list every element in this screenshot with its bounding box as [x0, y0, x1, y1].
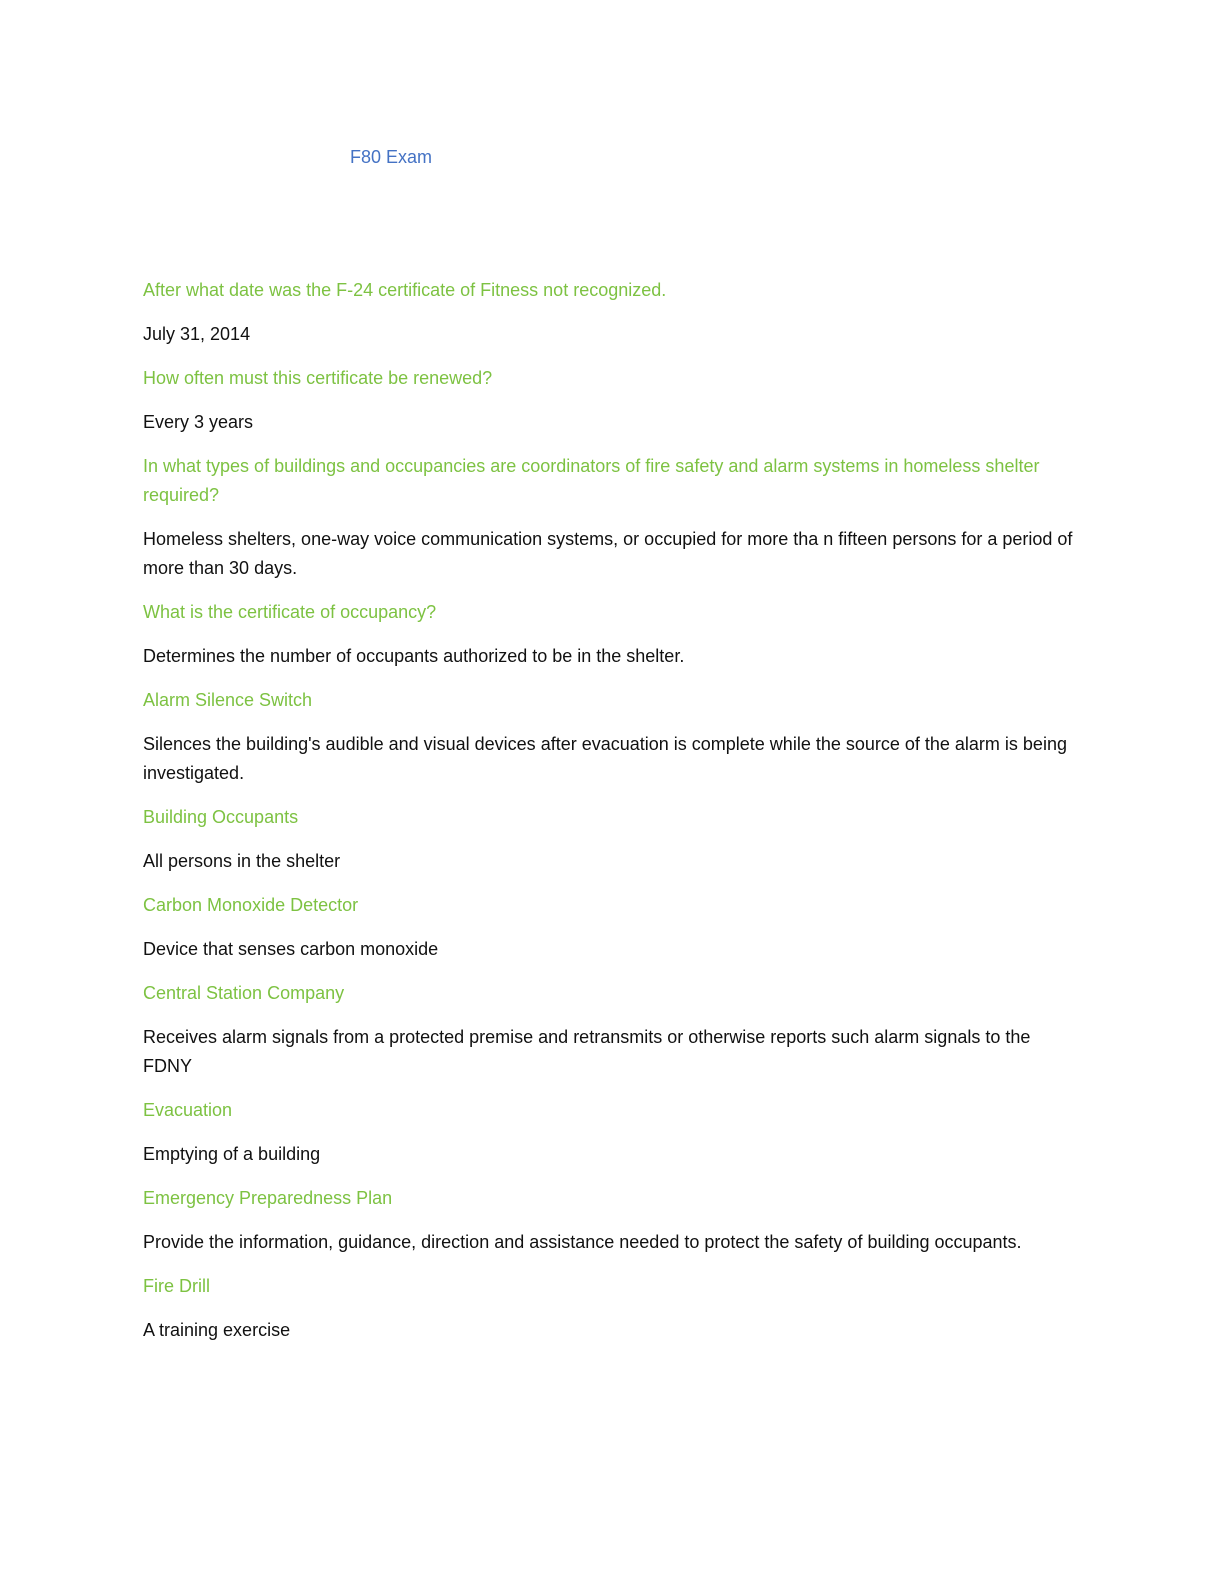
- answer-5: Silences the building's audible and visual devices after evacuation is complete while the source of the alarm is being investigated.: [143, 734, 1067, 783]
- question-2: How often must this certificate be renewed?: [143, 368, 493, 388]
- question-7: Carbon Monoxide Detector: [143, 895, 359, 915]
- question-10: Emergency Preparedness Plan: [143, 1188, 393, 1208]
- question-4: What is the certificate of occupancy?: [143, 602, 437, 622]
- question-8: Central Station Company: [143, 983, 345, 1003]
- answer-2: Every 3 years: [143, 412, 254, 432]
- answer-6: All persons in the shelter: [143, 851, 341, 871]
- answer-3: Homeless shelters, one-way voice communication systems, or occupied for more tha n fifteen persons for a period of more than 30 days.: [143, 529, 1073, 578]
- answer-8: Receives alarm signals from a protected premise and retransmits or otherwise reports such alarm signals to the FDNY: [143, 1027, 1031, 1076]
- question-9: Evacuation: [143, 1100, 233, 1120]
- answer-11: A training exercise: [143, 1320, 291, 1340]
- answer-1: July 31, 2014: [143, 324, 251, 344]
- answer-9: Emptying of a building: [143, 1144, 321, 1164]
- answer-10: Provide the information, guidance, direction and assistance needed to protect the safety of building occupants.: [143, 1232, 1022, 1252]
- answer-7: Device that senses carbon monoxide: [143, 939, 439, 959]
- question-5: Alarm Silence Switch: [143, 690, 313, 710]
- question-3: In what types of buildings and occupancies are coordinators of fire safety and alarm systems in homeless shelter required?: [143, 456, 1040, 505]
- qa-list: [143, 276, 1083, 1360]
- answer-4: Determines the number of occupants authorized to be in the shelter.: [143, 646, 685, 666]
- question-11: Fire Drill: [143, 1276, 210, 1296]
- question-6: Building Occupants: [143, 807, 299, 827]
- document-title: F80 Exam: [350, 147, 433, 167]
- question-1: After what date was the F-24 certificate of Fitness not recognized.: [143, 280, 667, 300]
